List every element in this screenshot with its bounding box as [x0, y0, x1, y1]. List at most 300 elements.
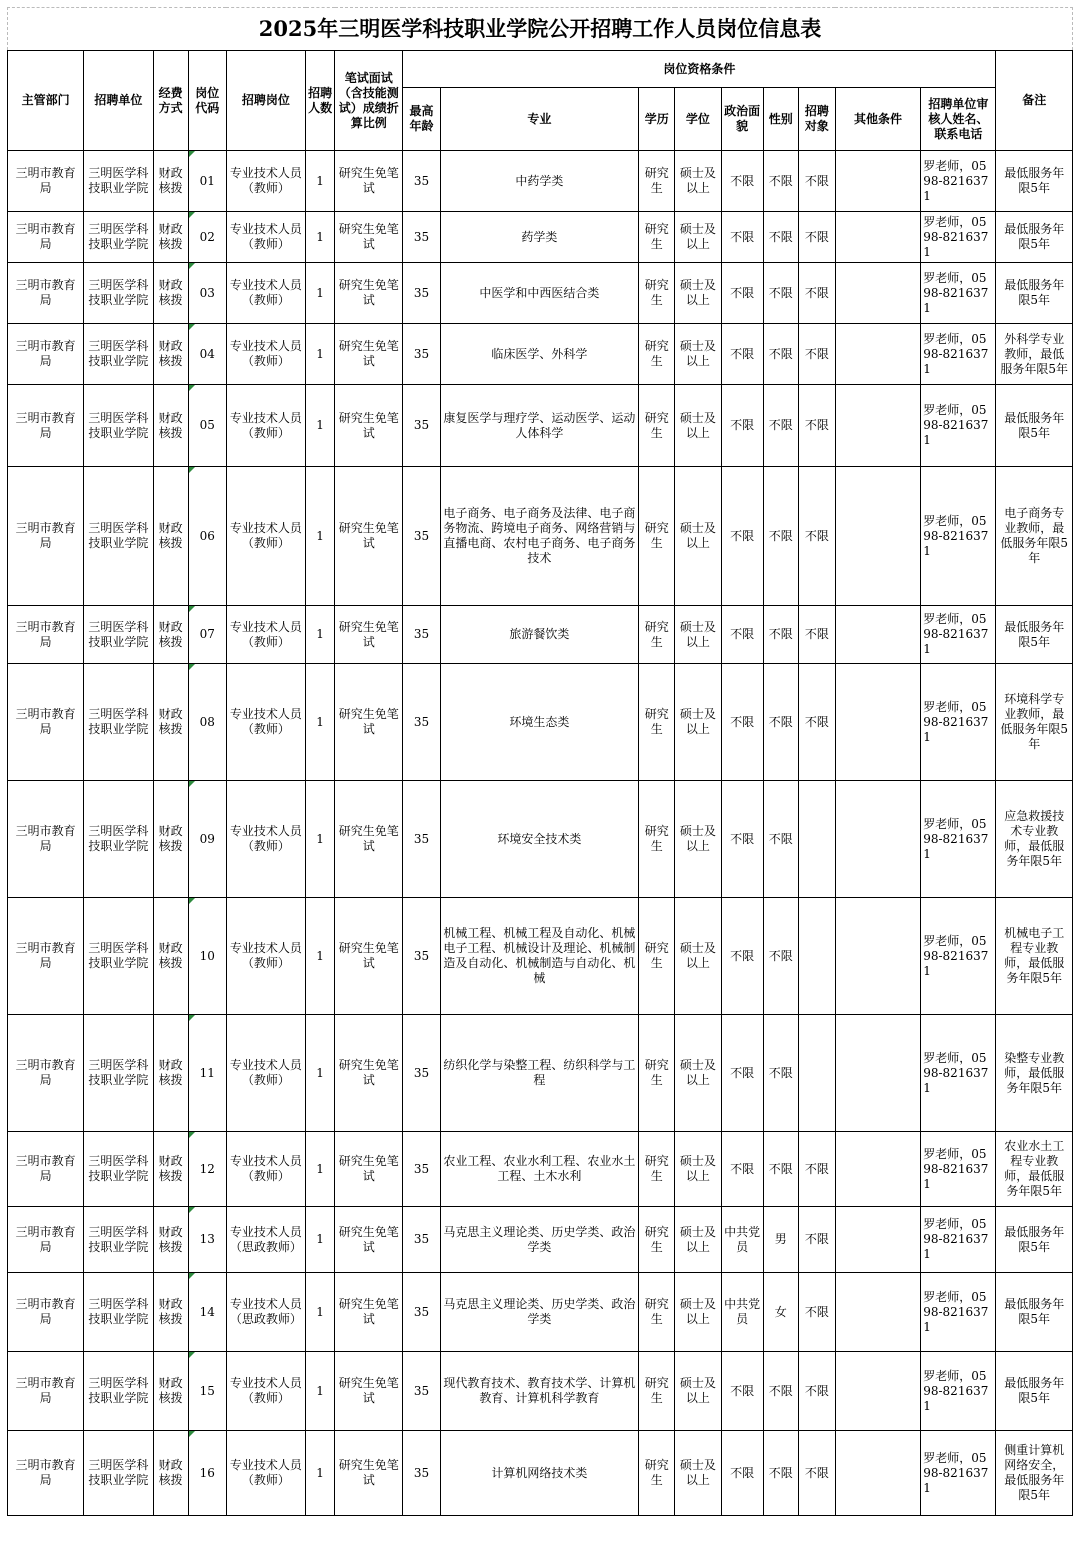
cell-remarks: 最低服务年限5年	[996, 151, 1073, 212]
cell-ratio: 研究生免笔试	[335, 606, 403, 664]
cell-unit: 三明医学科技职业学院	[84, 467, 153, 606]
cell-funding: 财政核拨	[153, 151, 188, 212]
cell-post: 专业技术人员（教师）	[226, 324, 305, 385]
cell-remarks: 机械电子工程专业教师，最低服务年限5年	[996, 898, 1073, 1015]
cell-degree: 硕士及以上	[675, 898, 721, 1015]
header-contact: 招聘单位审核人姓名、联系电话	[921, 88, 996, 151]
cell-count: 1	[306, 1207, 335, 1273]
cell-max-age: 35	[403, 781, 440, 898]
cell-contact: 罗老师，0598-8216371	[921, 385, 996, 467]
cell-dept: 三明市教育局	[8, 467, 84, 606]
cell-post: 专业技术人员（教师）	[226, 664, 305, 781]
cell-unit: 三明医学科技职业学院	[84, 1352, 153, 1431]
cell-major: 旅游餐饮类	[440, 606, 639, 664]
header-remarks: 备注	[996, 51, 1073, 151]
cell-dept: 三明市教育局	[8, 151, 84, 212]
cell-unit: 三明医学科技职业学院	[84, 898, 153, 1015]
cell-max-age: 35	[403, 1015, 440, 1132]
cell-unit: 三明医学科技职业学院	[84, 1132, 153, 1207]
cell-target: 不限	[798, 1431, 835, 1516]
header-post: 招聘岗位	[226, 51, 305, 151]
cell-contact: 罗老师，0598-8216371	[921, 898, 996, 1015]
header-target: 招聘对象	[798, 88, 835, 151]
cell-dept: 三明市教育局	[8, 1352, 84, 1431]
cell-contact: 罗老师，0598-8216371	[921, 1431, 996, 1516]
cell-count: 1	[306, 1431, 335, 1516]
cell-other	[835, 898, 920, 1015]
header-qualification-group: 岗位资格条件	[403, 51, 996, 88]
cell-contact: 罗老师，0598-8216371	[921, 151, 996, 212]
cell-ratio: 研究生免笔试	[335, 467, 403, 606]
cell-unit: 三明医学科技职业学院	[84, 151, 153, 212]
cell-education: 研究生	[639, 664, 675, 781]
cell-political: 不限	[721, 467, 763, 606]
cell-code: 09	[188, 781, 226, 898]
cell-target: 不限	[798, 385, 835, 467]
cell-post: 专业技术人员（教师）	[226, 1132, 305, 1207]
cell-remarks: 最低服务年限5年	[996, 212, 1073, 263]
cell-other	[835, 467, 920, 606]
cell-other	[835, 781, 920, 898]
cell-contact: 罗老师，0598-8216371	[921, 1015, 996, 1132]
cell-funding: 财政核拨	[153, 898, 188, 1015]
cell-unit: 三明医学科技职业学院	[84, 212, 153, 263]
header-education: 学历	[639, 88, 675, 151]
cell-count: 1	[306, 1132, 335, 1207]
cell-contact: 罗老师，0598-8216371	[921, 1352, 996, 1431]
cell-code: 16	[188, 1431, 226, 1516]
cell-unit: 三明医学科技职业学院	[84, 606, 153, 664]
cell-political: 中共党员	[721, 1207, 763, 1273]
cell-contact: 罗老师，0598-8216371	[921, 324, 996, 385]
cell-remarks: 应急救援技术专业教师，最低服务年限5年	[996, 781, 1073, 898]
cell-code: 15	[188, 1352, 226, 1431]
cell-contact: 罗老师，0598-8216371	[921, 1273, 996, 1352]
cell-other	[835, 664, 920, 781]
cell-ratio: 研究生免笔试	[335, 1207, 403, 1273]
cell-degree: 硕士及以上	[675, 324, 721, 385]
cell-education: 研究生	[639, 263, 675, 324]
cell-unit: 三明医学科技职业学院	[84, 263, 153, 324]
cell-major: 现代教育技术、教育技术学、计算机教育、计算机科学教育	[440, 1352, 639, 1431]
cell-dept: 三明市教育局	[8, 1273, 84, 1352]
cell-major: 中药学类	[440, 151, 639, 212]
cell-gender: 不限	[763, 212, 798, 263]
cell-political: 不限	[721, 1015, 763, 1132]
cell-education: 研究生	[639, 324, 675, 385]
cell-degree: 硕士及以上	[675, 151, 721, 212]
cell-gender: 不限	[763, 781, 798, 898]
cell-political: 不限	[721, 324, 763, 385]
table-row	[8, 1352, 1073, 1431]
cell-major: 康复医学与理疗学、运动医学、运动人体科学	[440, 385, 639, 467]
job-info-table	[7, 7, 1073, 1516]
cell-degree: 硕士及以上	[675, 1015, 721, 1132]
cell-degree: 硕士及以上	[675, 606, 721, 664]
cell-other	[835, 606, 920, 664]
cell-contact: 罗老师，0598-8216371	[921, 467, 996, 606]
header-count: 招聘人数	[306, 51, 335, 151]
cell-ratio: 研究生免笔试	[335, 1352, 403, 1431]
cell-remarks: 最低服务年限5年	[996, 385, 1073, 467]
cell-post: 专业技术人员（教师）	[226, 1352, 305, 1431]
cell-unit: 三明医学科技职业学院	[84, 385, 153, 467]
cell-ratio: 研究生免笔试	[335, 664, 403, 781]
cell-degree: 硕士及以上	[675, 385, 721, 467]
cell-education: 研究生	[639, 898, 675, 1015]
cell-ratio: 研究生免笔试	[335, 385, 403, 467]
cell-ratio: 研究生免笔试	[335, 898, 403, 1015]
cell-max-age: 35	[403, 212, 440, 263]
cell-count: 1	[306, 606, 335, 664]
cell-degree: 硕士及以上	[675, 212, 721, 263]
cell-post: 专业技术人员（教师）	[226, 1015, 305, 1132]
cell-degree: 硕士及以上	[675, 1352, 721, 1431]
cell-ratio: 研究生免笔试	[335, 324, 403, 385]
cell-dept: 三明市教育局	[8, 324, 84, 385]
cell-max-age: 35	[403, 664, 440, 781]
cell-funding: 财政核拨	[153, 781, 188, 898]
table-row	[8, 898, 1073, 1015]
cell-max-age: 35	[403, 606, 440, 664]
job-info-sheet	[7, 7, 1073, 1516]
cell-count: 1	[306, 1273, 335, 1352]
header-dept: 主管部门	[8, 51, 84, 151]
cell-education: 研究生	[639, 151, 675, 212]
cell-funding: 财政核拨	[153, 1431, 188, 1516]
cell-target: 不限	[798, 467, 835, 606]
cell-post: 专业技术人员（教师）	[226, 212, 305, 263]
header-max-age: 最高年龄	[403, 88, 440, 151]
table-row	[8, 467, 1073, 606]
cell-ratio: 研究生免笔试	[335, 1273, 403, 1352]
cell-degree: 硕士及以上	[675, 467, 721, 606]
cell-other	[835, 1431, 920, 1516]
cell-other	[835, 1207, 920, 1273]
table-row	[8, 385, 1073, 467]
cell-major: 临床医学、外科学	[440, 324, 639, 385]
cell-political: 不限	[721, 1352, 763, 1431]
cell-post: 专业技术人员（思政教师）	[226, 1273, 305, 1352]
header-major: 专业	[440, 88, 639, 151]
cell-post: 专业技术人员（教师）	[226, 385, 305, 467]
cell-code: 02	[188, 212, 226, 263]
cell-count: 1	[306, 467, 335, 606]
table-row	[8, 664, 1073, 781]
cell-code: 10	[188, 898, 226, 1015]
table-row	[8, 324, 1073, 385]
cell-political: 不限	[721, 263, 763, 324]
cell-funding: 财政核拨	[153, 263, 188, 324]
cell-education: 研究生	[639, 606, 675, 664]
cell-dept: 三明市教育局	[8, 385, 84, 467]
cell-dept: 三明市教育局	[8, 1207, 84, 1273]
cell-count: 1	[306, 385, 335, 467]
cell-unit: 三明医学科技职业学院	[84, 781, 153, 898]
table-row	[8, 781, 1073, 898]
cell-dept: 三明市教育局	[8, 781, 84, 898]
cell-remarks: 最低服务年限5年	[996, 1207, 1073, 1273]
cell-remarks: 环境科学专业教师，最低服务年限5年	[996, 664, 1073, 781]
cell-political: 不限	[721, 151, 763, 212]
cell-ratio: 研究生免笔试	[335, 1132, 403, 1207]
cell-political: 不限	[721, 898, 763, 1015]
cell-major: 中医学和中西医结合类	[440, 263, 639, 324]
cell-ratio: 研究生免笔试	[335, 263, 403, 324]
cell-degree: 硕士及以上	[675, 1207, 721, 1273]
cell-target	[798, 781, 835, 898]
cell-gender: 不限	[763, 1431, 798, 1516]
cell-code: 06	[188, 467, 226, 606]
cell-target	[798, 898, 835, 1015]
cell-contact: 罗老师，0598-8216371	[921, 263, 996, 324]
cell-ratio: 研究生免笔试	[335, 781, 403, 898]
cell-degree: 硕士及以上	[675, 781, 721, 898]
cell-code: 05	[188, 385, 226, 467]
cell-education: 研究生	[639, 212, 675, 263]
cell-post: 专业技术人员（教师）	[226, 606, 305, 664]
cell-max-age: 35	[403, 1431, 440, 1516]
table-row	[8, 1273, 1073, 1352]
cell-other	[835, 263, 920, 324]
cell-political: 不限	[721, 385, 763, 467]
cell-max-age: 35	[403, 1207, 440, 1273]
cell-gender: 不限	[763, 467, 798, 606]
table-row	[8, 1431, 1073, 1516]
cell-max-age: 35	[403, 1352, 440, 1431]
cell-ratio: 研究生免笔试	[335, 1015, 403, 1132]
cell-contact: 罗老师，0598-8216371	[921, 212, 996, 263]
cell-target: 不限	[798, 1132, 835, 1207]
cell-remarks: 最低服务年限5年	[996, 263, 1073, 324]
cell-gender: 女	[763, 1273, 798, 1352]
cell-major: 纺织化学与染整工程、纺织科学与工程	[440, 1015, 639, 1132]
cell-funding: 财政核拨	[153, 1352, 188, 1431]
header-other: 其他条件	[835, 88, 920, 151]
table-row	[8, 151, 1073, 212]
cell-funding: 财政核拨	[153, 1273, 188, 1352]
cell-other	[835, 385, 920, 467]
cell-contact: 罗老师，0598-8216371	[921, 1207, 996, 1273]
cell-education: 研究生	[639, 1352, 675, 1431]
cell-funding: 财政核拨	[153, 1207, 188, 1273]
cell-max-age: 35	[403, 385, 440, 467]
cell-remarks: 染整专业教师，最低服务年限5年	[996, 1015, 1073, 1132]
cell-ratio: 研究生免笔试	[335, 212, 403, 263]
cell-education: 研究生	[639, 1015, 675, 1132]
cell-contact: 罗老师，0598-8216371	[921, 606, 996, 664]
cell-education: 研究生	[639, 781, 675, 898]
cell-post: 专业技术人员（教师）	[226, 1431, 305, 1516]
cell-unit: 三明医学科技职业学院	[84, 1015, 153, 1132]
cell-other	[835, 151, 920, 212]
cell-post: 专业技术人员（教师）	[226, 781, 305, 898]
cell-major: 药学类	[440, 212, 639, 263]
header-ratio: 笔试面试（含技能测试）成绩折算比例	[335, 51, 403, 151]
cell-political: 不限	[721, 781, 763, 898]
cell-unit: 三明医学科技职业学院	[84, 664, 153, 781]
cell-dept: 三明市教育局	[8, 664, 84, 781]
cell-code: 12	[188, 1132, 226, 1207]
cell-count: 1	[306, 1352, 335, 1431]
cell-target: 不限	[798, 324, 835, 385]
cell-code: 03	[188, 263, 226, 324]
cell-contact: 罗老师，0598-8216371	[921, 664, 996, 781]
cell-max-age: 35	[403, 898, 440, 1015]
cell-post: 专业技术人员（教师）	[226, 151, 305, 212]
header-code: 岗位代码	[188, 51, 226, 151]
table-row	[8, 606, 1073, 664]
cell-max-age: 35	[403, 263, 440, 324]
cell-gender: 男	[763, 1207, 798, 1273]
cell-remarks: 最低服务年限5年	[996, 1352, 1073, 1431]
cell-contact: 罗老师，0598-8216371	[921, 781, 996, 898]
cell-political: 不限	[721, 1132, 763, 1207]
cell-remarks: 外科学专业教师，最低服务年限5年	[996, 324, 1073, 385]
cell-education: 研究生	[639, 1132, 675, 1207]
table-row	[8, 212, 1073, 263]
cell-remarks: 最低服务年限5年	[996, 1273, 1073, 1352]
cell-other	[835, 212, 920, 263]
cell-political: 不限	[721, 1431, 763, 1516]
cell-count: 1	[306, 781, 335, 898]
cell-target: 不限	[798, 212, 835, 263]
cell-gender: 不限	[763, 1132, 798, 1207]
header-unit: 招聘单位	[84, 51, 153, 151]
cell-gender: 不限	[763, 1352, 798, 1431]
cell-political: 不限	[721, 664, 763, 781]
cell-funding: 财政核拨	[153, 324, 188, 385]
cell-target	[798, 1015, 835, 1132]
cell-funding: 财政核拨	[153, 606, 188, 664]
cell-count: 1	[306, 324, 335, 385]
table-body	[8, 151, 1073, 1516]
cell-other	[835, 1132, 920, 1207]
cell-code: 07	[188, 606, 226, 664]
cell-count: 1	[306, 1015, 335, 1132]
cell-count: 1	[306, 664, 335, 781]
cell-unit: 三明医学科技职业学院	[84, 1207, 153, 1273]
cell-major: 计算机网络技术类	[440, 1431, 639, 1516]
cell-degree: 硕士及以上	[675, 263, 721, 324]
cell-gender: 不限	[763, 606, 798, 664]
cell-ratio: 研究生免笔试	[335, 151, 403, 212]
cell-education: 研究生	[639, 467, 675, 606]
cell-other	[835, 1273, 920, 1352]
cell-gender: 不限	[763, 898, 798, 1015]
cell-count: 1	[306, 898, 335, 1015]
cell-remarks: 农业水土工程专业教师，最低服务年限5年	[996, 1132, 1073, 1207]
cell-target: 不限	[798, 606, 835, 664]
cell-post: 专业技术人员（教师）	[226, 263, 305, 324]
cell-code: 08	[188, 664, 226, 781]
cell-post: 专业技术人员（教师）	[226, 467, 305, 606]
cell-political: 中共党员	[721, 1273, 763, 1352]
cell-contact: 罗老师，0598-8216371	[921, 1132, 996, 1207]
cell-target: 不限	[798, 664, 835, 781]
cell-remarks: 最低服务年限5年	[996, 606, 1073, 664]
cell-unit: 三明医学科技职业学院	[84, 324, 153, 385]
cell-code: 13	[188, 1207, 226, 1273]
cell-count: 1	[306, 151, 335, 212]
cell-code: 04	[188, 324, 226, 385]
cell-max-age: 35	[403, 151, 440, 212]
cell-max-age: 35	[403, 1273, 440, 1352]
cell-max-age: 35	[403, 467, 440, 606]
cell-dept: 三明市教育局	[8, 1015, 84, 1132]
cell-dept: 三明市教育局	[8, 263, 84, 324]
cell-unit: 三明医学科技职业学院	[84, 1273, 153, 1352]
cell-ratio: 研究生免笔试	[335, 1431, 403, 1516]
table-row	[8, 1207, 1073, 1273]
cell-gender: 不限	[763, 151, 798, 212]
cell-degree: 硕士及以上	[675, 1431, 721, 1516]
cell-funding: 财政核拨	[153, 212, 188, 263]
cell-post: 专业技术人员（思政教师）	[226, 1207, 305, 1273]
table-row	[8, 1015, 1073, 1132]
cell-major: 环境安全技术类	[440, 781, 639, 898]
cell-target: 不限	[798, 151, 835, 212]
cell-other	[835, 324, 920, 385]
cell-other	[835, 1015, 920, 1132]
table-row	[8, 1132, 1073, 1207]
cell-target: 不限	[798, 1273, 835, 1352]
cell-dept: 三明市教育局	[8, 212, 84, 263]
cell-target: 不限	[798, 1207, 835, 1273]
cell-code: 14	[188, 1273, 226, 1352]
cell-other	[835, 1352, 920, 1431]
header-funding: 经费方式	[153, 51, 188, 151]
cell-major: 农业工程、农业水利工程、农业水土工程、土木水利	[440, 1132, 639, 1207]
cell-code: 11	[188, 1015, 226, 1132]
cell-major: 马克思主义理论类、历史学类、政治学类	[440, 1273, 639, 1352]
table-row	[8, 263, 1073, 324]
cell-funding: 财政核拨	[153, 1015, 188, 1132]
cell-dept: 三明市教育局	[8, 898, 84, 1015]
cell-major: 环境生态类	[440, 664, 639, 781]
cell-dept: 三明市教育局	[8, 1132, 84, 1207]
cell-count: 1	[306, 212, 335, 263]
cell-remarks: 侧重计算机网络安全，最低服务年限5年	[996, 1431, 1073, 1516]
cell-education: 研究生	[639, 1273, 675, 1352]
cell-political: 不限	[721, 212, 763, 263]
cell-max-age: 35	[403, 1132, 440, 1207]
cell-degree: 硕士及以上	[675, 1132, 721, 1207]
cell-education: 研究生	[639, 385, 675, 467]
cell-major: 机械工程、机械工程及自动化、机械电子工程、机械设计及理论、机械制造及自动化、机械制造与自动化、机械	[440, 898, 639, 1015]
cell-funding: 财政核拨	[153, 385, 188, 467]
cell-major: 马克思主义理论类、历史学类、政治学类	[440, 1207, 639, 1273]
header-political: 政治面貌	[721, 88, 763, 151]
cell-gender: 不限	[763, 324, 798, 385]
cell-education: 研究生	[639, 1207, 675, 1273]
cell-major: 电子商务、电子商务及法律、电子商务物流、跨境电子商务、网络营销与直播电商、农村电子商务、电子商务技术	[440, 467, 639, 606]
cell-remarks: 电子商务专业教师，最低服务年限5年	[996, 467, 1073, 606]
cell-political: 不限	[721, 606, 763, 664]
cell-gender: 不限	[763, 263, 798, 324]
cell-target: 不限	[798, 1352, 835, 1431]
cell-funding: 财政核拨	[153, 467, 188, 606]
cell-degree: 硕士及以上	[675, 1273, 721, 1352]
cell-gender: 不限	[763, 1015, 798, 1132]
header-gender: 性别	[763, 88, 798, 151]
cell-gender: 不限	[763, 664, 798, 781]
cell-max-age: 35	[403, 324, 440, 385]
cell-post: 专业技术人员（教师）	[226, 898, 305, 1015]
cell-education: 研究生	[639, 1431, 675, 1516]
cell-dept: 三明市教育局	[8, 1431, 84, 1516]
cell-dept: 三明市教育局	[8, 606, 84, 664]
